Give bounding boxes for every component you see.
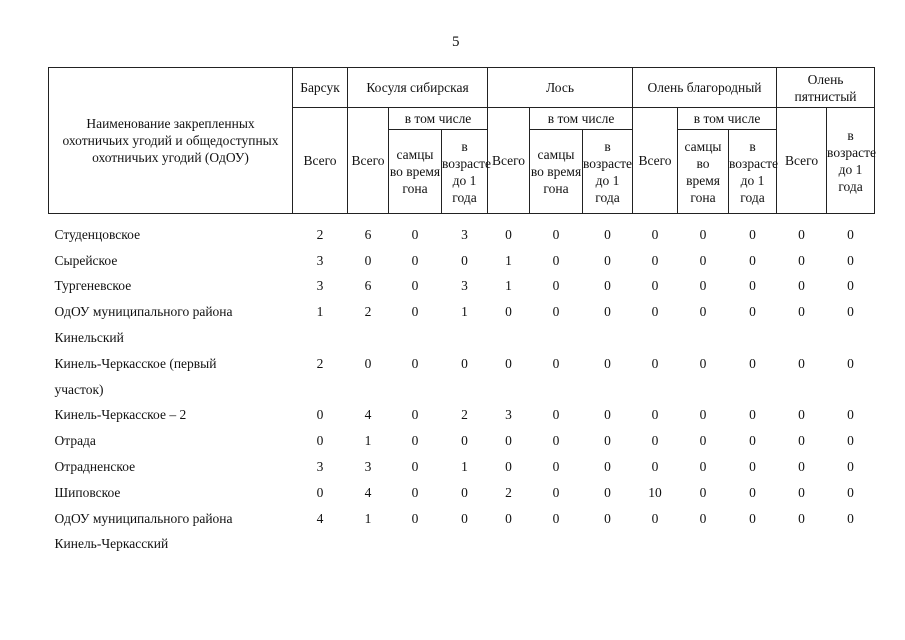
row-value [583, 377, 633, 403]
header-group-sika-deer: Олень пятнистый [777, 68, 875, 108]
row-value: 2 [461, 407, 468, 423]
row-value: 0 [699, 459, 707, 475]
row-value: 0 [604, 510, 611, 526]
row-value: 0 [316, 484, 324, 500]
row-value: 0 [505, 459, 512, 475]
row-value [633, 532, 678, 558]
row-value: 4 [364, 484, 372, 500]
table-row [49, 248, 875, 274]
row-value: 0 [552, 484, 560, 500]
row-value: 0 [847, 304, 854, 320]
row-value: 2 [316, 226, 324, 242]
row-value: 1 [505, 252, 512, 268]
row-value: 0 [651, 304, 659, 320]
row-value: 0 [505, 226, 512, 242]
row-name: участок) [54, 381, 104, 397]
row-value [678, 532, 729, 558]
row-value [348, 325, 389, 351]
row-value: 0 [411, 484, 419, 500]
row-value: 6 [364, 226, 372, 242]
row-value [583, 325, 633, 351]
row-value [777, 532, 827, 558]
row-value: 0 [798, 304, 805, 320]
row-value: 0 [505, 433, 512, 449]
row-value [530, 325, 583, 351]
table-body [49, 214, 875, 558]
header-elk-including: в том числе [530, 108, 633, 130]
row-value: 0 [604, 433, 611, 449]
row-value: 3 [505, 407, 512, 423]
row-name: Сырейское [54, 252, 118, 268]
row-name: ОдОУ муниципального района [54, 304, 233, 320]
header-group-roe-deer: Косуля сибирская [348, 68, 488, 108]
row-value [729, 325, 777, 351]
row-value: 0 [505, 510, 512, 526]
header-roe-age-under1: в возрасте до 1 года [442, 130, 488, 214]
row-value: 3 [316, 459, 324, 475]
row-value: 0 [604, 459, 611, 475]
row-value: 0 [847, 407, 854, 423]
row-value: 4 [316, 510, 324, 526]
row-value: 3 [461, 278, 468, 294]
row-value [348, 377, 389, 403]
row-value: 0 [364, 252, 372, 268]
row-value: 0 [651, 226, 659, 242]
table-row [49, 299, 875, 325]
row-name: Студенцовское [54, 226, 141, 242]
row-name: Кинель-Черкасское (первый [54, 355, 217, 371]
row-value: 3 [316, 252, 324, 268]
row-value: 0 [847, 252, 854, 268]
game-census-table [48, 67, 875, 557]
row-value [633, 325, 678, 351]
row-value [442, 377, 488, 403]
row-value: 1 [461, 459, 468, 475]
row-value [442, 532, 488, 558]
table-row [49, 274, 875, 300]
row-value [530, 532, 583, 558]
row-value: 0 [651, 433, 659, 449]
row-name: Кинель-Черкасское – 2 [54, 407, 187, 423]
row-value: 0 [604, 304, 611, 320]
row-value: 0 [699, 278, 707, 294]
row-value: 0 [749, 484, 756, 500]
row-value: 0 [847, 278, 854, 294]
header-reddeer-total: Всего [633, 108, 678, 214]
row-value: 1 [316, 304, 324, 320]
row-value: 0 [749, 433, 756, 449]
row-value: 2 [316, 355, 324, 371]
row-value: 0 [749, 459, 756, 475]
row-value [293, 377, 348, 403]
row-value: 6 [364, 278, 372, 294]
row-value: 0 [411, 226, 419, 242]
row-name: Кинель-Черкасский [54, 536, 169, 552]
row-value: 0 [552, 433, 560, 449]
row-value: 0 [699, 433, 707, 449]
row-value [293, 325, 348, 351]
row-value [389, 532, 442, 558]
header-badger-total: Всего [293, 108, 348, 214]
header-name-column: Наименование закрепленных охотничьих угодий и общедоступных охотничьих угодий (ОдОУ) [49, 68, 293, 214]
row-value: 0 [847, 510, 854, 526]
table-row [49, 532, 875, 558]
row-value: 0 [411, 407, 419, 423]
table-row [49, 454, 875, 480]
row-value: 0 [411, 433, 419, 449]
row-value: 10 [648, 484, 662, 500]
table-row [49, 403, 875, 429]
header-group-badger: Барсук [293, 68, 348, 108]
row-value: 0 [552, 226, 560, 242]
row-value: 0 [411, 355, 419, 371]
row-value [530, 377, 583, 403]
row-value [348, 532, 389, 558]
row-value: 0 [411, 252, 419, 268]
row-value [729, 532, 777, 558]
header-roe-total: Всего [348, 108, 389, 214]
row-name: Шиповское [54, 484, 121, 500]
table-row [49, 325, 875, 351]
row-value: 0 [461, 252, 468, 268]
row-value: 0 [847, 355, 854, 371]
table-row [49, 506, 875, 532]
row-value: 0 [798, 226, 805, 242]
row-value: 0 [552, 510, 560, 526]
row-value [293, 532, 348, 558]
row-value: 0 [699, 252, 707, 268]
row-value: 0 [461, 510, 468, 526]
row-value [729, 377, 777, 403]
row-value [442, 325, 488, 351]
row-value [488, 532, 530, 558]
header-roe-including: в том числе [389, 108, 488, 130]
row-value [777, 377, 827, 403]
row-value: 0 [604, 278, 611, 294]
row-value: 0 [749, 278, 756, 294]
row-value: 1 [505, 278, 512, 294]
header-group-red-deer: Олень благородный [633, 68, 777, 108]
row-value [827, 377, 875, 403]
row-value [678, 325, 729, 351]
row-value: 0 [699, 355, 707, 371]
row-value: 0 [847, 459, 854, 475]
table-row [49, 351, 875, 377]
row-value: 0 [604, 407, 611, 423]
row-value: 0 [411, 459, 419, 475]
table-row [49, 428, 875, 454]
row-value: 0 [699, 226, 707, 242]
row-value: 0 [651, 407, 659, 423]
row-value: 0 [604, 226, 611, 242]
row-value: 2 [364, 304, 372, 320]
row-value: 0 [651, 252, 659, 268]
row-value: 0 [798, 459, 805, 475]
row-value: 0 [699, 304, 707, 320]
row-value: 0 [798, 252, 805, 268]
row-value: 3 [316, 278, 324, 294]
row-value: 0 [847, 433, 854, 449]
row-value: 0 [552, 278, 560, 294]
row-value: 3 [461, 226, 468, 242]
row-value [488, 325, 530, 351]
row-value: 0 [699, 407, 707, 423]
row-value: 0 [552, 407, 560, 423]
row-value: 4 [364, 407, 372, 423]
row-value: 0 [552, 355, 560, 371]
row-value: 0 [461, 484, 468, 500]
row-name: ОдОУ муниципального района [54, 510, 233, 526]
row-value: 0 [364, 355, 372, 371]
row-value [633, 377, 678, 403]
row-value: 0 [461, 355, 468, 371]
row-value: 0 [847, 484, 854, 500]
row-value [389, 377, 442, 403]
row-value: 0 [552, 459, 560, 475]
row-name: Отрада [54, 433, 96, 449]
row-value: 0 [316, 433, 324, 449]
row-value: 0 [749, 226, 756, 242]
row-value: 0 [798, 433, 805, 449]
row-value: 0 [411, 304, 419, 320]
row-value: 0 [411, 510, 419, 526]
header-group-elk: Лось [488, 68, 633, 108]
row-value [827, 325, 875, 351]
row-value: 1 [364, 433, 372, 449]
table-row [49, 222, 875, 248]
row-name: Тургеневское [54, 278, 132, 294]
row-value: 0 [316, 407, 324, 423]
header-sika-total: Всего [777, 108, 827, 214]
header-elk-age-under1: в возрасте до 1 года [583, 130, 633, 214]
header-elk-total: Всего [488, 108, 530, 214]
row-value: 0 [651, 459, 659, 475]
row-value: 0 [505, 355, 512, 371]
header-sika-age-under1: в возрасте до 1 года [827, 108, 875, 214]
row-value: 1 [461, 304, 468, 320]
table-row [49, 480, 875, 506]
row-value: 0 [604, 484, 611, 500]
header-reddeer-age-under1: в возрасте до 1 года [729, 130, 777, 214]
row-value: 0 [798, 407, 805, 423]
row-value: 0 [411, 278, 419, 294]
row-value: 0 [798, 484, 805, 500]
row-value: 0 [798, 510, 805, 526]
row-value: 0 [505, 304, 512, 320]
row-value: 0 [749, 355, 756, 371]
table-header [49, 68, 875, 214]
row-name: Отрадненское [54, 459, 136, 475]
table-row [49, 377, 875, 403]
row-value: 0 [552, 252, 560, 268]
row-value: 0 [749, 510, 756, 526]
row-value [389, 325, 442, 351]
row-value: 0 [749, 304, 756, 320]
row-value: 0 [651, 510, 659, 526]
row-value [827, 532, 875, 558]
row-value: 0 [749, 407, 756, 423]
row-value: 0 [604, 252, 611, 268]
row-value: 0 [461, 433, 468, 449]
header-elk-males-rut: самцы во время гона [530, 130, 583, 214]
row-value [777, 325, 827, 351]
row-value: 2 [505, 484, 512, 500]
row-value: 0 [604, 355, 611, 371]
row-value: 0 [699, 484, 707, 500]
row-value: 0 [699, 510, 707, 526]
row-value: 3 [364, 459, 372, 475]
header-roe-males-rut: самцы во время гона [389, 130, 442, 214]
row-value: 0 [798, 355, 805, 371]
row-value [488, 377, 530, 403]
row-value [583, 532, 633, 558]
row-value: 0 [749, 252, 756, 268]
row-value: 0 [651, 278, 659, 294]
row-value [678, 377, 729, 403]
row-value: 0 [798, 278, 805, 294]
header-reddeer-including: в том числе [678, 108, 777, 130]
page-number: 5 [452, 34, 460, 50]
row-value: 0 [651, 355, 659, 371]
row-name: Кинельский [54, 330, 124, 346]
row-value: 0 [847, 226, 854, 242]
header-reddeer-males-rut: самцы во время гона [678, 130, 729, 214]
row-value: 0 [552, 304, 560, 320]
row-value: 1 [364, 510, 372, 526]
